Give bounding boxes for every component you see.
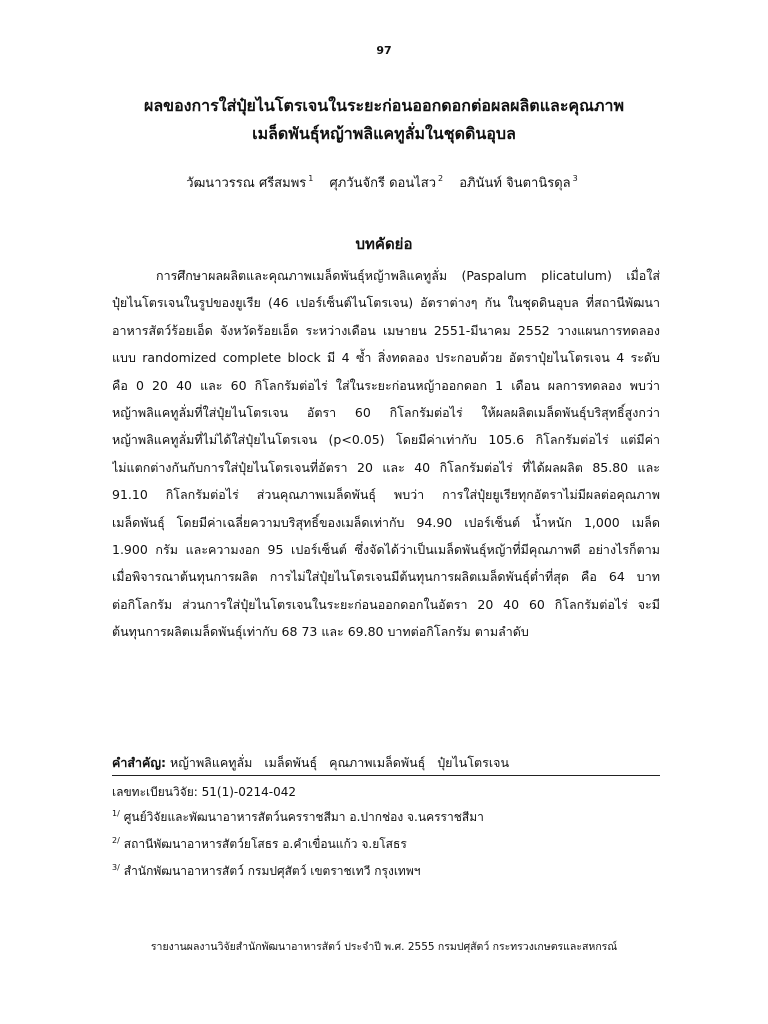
affiliation-list xyxy=(112,808,660,889)
affiliation-3-mark: 3/ xyxy=(112,863,120,872)
abstract-line: เมล็ดพันธุ์ โดยมีค่าเฉลี่ยความบริสุทธิ์ของเมล็ดเท่ากับ 94.90 เปอร์เซ็นต์ น้ำหนัก 1,000 เมล็ด xyxy=(112,514,660,530)
author-1 xyxy=(186,176,317,191)
footnote-divider xyxy=(112,775,660,776)
keywords xyxy=(112,753,660,773)
affiliation-2 xyxy=(112,835,660,862)
abstract-line: ไม่แตกต่างกันกับการใส่ปุ๋ยไนโตรเจนที่อัตรา 20 และ 40 กิโลกรัมต่อไร่ ที่ได้ผลผลิต 85.80 และ xyxy=(112,459,660,475)
keyword-item: เมล็ดพันธุ์ xyxy=(264,755,318,770)
keyword-item: ปุ๋ยไนโตรเจน xyxy=(437,755,510,770)
abstract-line: แบบ randomized complete block มี 4 ซ้ำ สิ่งทดลอง ประกอบด้วย อัตราปุ๋ยไนโตรเจน 4 ระดับ xyxy=(112,350,660,366)
affiliation-1-text: ศูนย์วิจัยและพัฒนาอาหารสัตว์นครราชสีมา อ.ปากช่อง จ.นครราชสีมา xyxy=(123,810,484,824)
abstract-line: ปุ๋ยไนโตรเจนในรูปของยูเรีย (46 เปอร์เซ็นต์ไนโตรเจน) อัตราต่างๆ กัน ในชุดดินอุบล ที่สถานีพัฒนา xyxy=(112,295,660,311)
author-3-name: อภินันท์ จินตานิรดุล xyxy=(459,176,571,191)
author-list xyxy=(60,172,708,193)
affiliation-2-mark: 2/ xyxy=(112,836,120,845)
author-2-affiliation-mark: 2 xyxy=(438,174,444,183)
abstract-line: การศึกษาผลผลิตและคุณภาพเมล็ดพันธุ์หญ้าพลิแคทูลั่ม (Paspalum plicatulum) เมื่อใส่ xyxy=(156,268,660,283)
affiliation-3-text: สำนักพัฒนาอาหารสัตว์ กรมปศุสัตว์ เขตราชเทวี กรุงเทพฯ xyxy=(123,864,421,878)
affiliation-1 xyxy=(112,808,660,835)
abstract-line: 91.10 กิโลกรัมต่อไร่ ส่วนคุณภาพเมล็ดพันธุ์ พบว่า การใส่ปุ๋ยยูเรียทุกอัตราไม่มีผลต่อคุณภาพ xyxy=(112,487,660,503)
keyword-item: หญ้าพลิแคทูลั่ม xyxy=(170,755,253,770)
abstract-line: ต้นทุนการผลิตเมล็ดพันธุ์เท่ากับ 68 73 และ 69.80 บาทต่อกิโลกรัม ตามลำดับ xyxy=(112,624,529,640)
author-1-name: วัฒนาวรรณ ศรีสมพร xyxy=(186,176,307,191)
abstract-line: อาหารสัตว์ร้อยเอ็ด จังหวัดร้อยเอ็ด ระหว่างเดือน เมษายน 2551-มีนาคม 2552 วางแผนการทดลอง xyxy=(112,322,660,338)
abstract-line: หญ้าพลิแคทูลั่มที่ไม่ได้ใส่ปุ๋ยไนโตรเจน (p<0.05) โดยมีค่าเท่ากับ 105.6 กิโลกรัมต่อไร่ แต่มีค่า xyxy=(112,432,660,448)
author-2 xyxy=(329,176,447,191)
page-number: 97 xyxy=(376,44,392,57)
abstract-line: คือ 0 20 40 และ 60 กิโลกรัมต่อไร่ ใส่ในระยะก่อนหญ้าออกดอก 1 เดือน ผลการทดลอง พบว่า xyxy=(112,377,660,393)
author-1-affiliation-mark: 1 xyxy=(308,174,314,183)
affiliation-2-text: สถานีพัฒนาอาหารสัตว์ยโสธร อ.คำเขื่อนแก้ว จ.ยโสธร xyxy=(123,837,407,851)
abstract-line: หญ้าพลิแคทูลั่มที่ใส่ปุ๋ยไนโตรเจน อัตรา 60 กิโลกรัมต่อไร่ ให้ผลผลิตเมล็ดพันธุ์บริสุทธิ์สูงกว่า xyxy=(112,405,660,421)
affiliation-1-mark: 1/ xyxy=(112,809,120,818)
page-footer: รายงานผลงานวิจัยสำนักพัฒนาอาหารสัตว์ ประจำปี พ.ศ. 2555 กรมปศุสัตว์ กระทรวงเกษตรและสหกรณ์ xyxy=(150,941,618,953)
keywords-label: คำสำคัญ: xyxy=(112,755,167,770)
paper-title xyxy=(60,92,708,148)
title-line-2: เมล็ดพันธุ์หญ้าพลิแคทูลั่มในชุดดินอุบล xyxy=(252,124,516,143)
abstract-body xyxy=(112,262,660,646)
abstract-line: ต่อกิโลกรัม ส่วนการใส่ปุ๋ยไนโตรเจนในระยะก่อนออกดอกในอัตรา 20 40 60 กิโลกรัมต่อไร่ จะมี xyxy=(112,596,660,612)
author-3 xyxy=(459,176,581,191)
keyword-item: คุณภาพเมล็ดพันธุ์ xyxy=(329,755,426,770)
abstract-line: 1.900 กรัม และความงอก 95 เปอร์เซ็นต์ ซึ่งจัดได้ว่าเป็นเมล็ดพันธุ์หญ้าที่มีคุณภาพดี อย่างไรก็ตาม xyxy=(112,542,660,558)
author-3-affiliation-mark: 3 xyxy=(572,174,578,183)
title-line-1: ผลของการใส่ปุ๋ยไนโตรเจนในระยะก่อนออกดอกต่อผลผลิตและคุณภาพ xyxy=(143,96,625,115)
abstract-line: เมื่อพิจารณาต้นทุนการผลิต การไม่ใส่ปุ๋ยไนโตรเจนมีต้นทุนการผลิตเมล็ดพันธุ์ต่ำที่สุด คือ 64 บาท xyxy=(112,569,660,585)
abstract-heading: บทคัดย่อ xyxy=(355,235,413,253)
affiliation-3 xyxy=(112,862,660,889)
research-registration-number: เลขทะเบียนวิจัย: 51(1)-0214-042 xyxy=(112,785,296,799)
author-2-name: ศุภวันจักรี ดอนไสว xyxy=(329,176,437,191)
